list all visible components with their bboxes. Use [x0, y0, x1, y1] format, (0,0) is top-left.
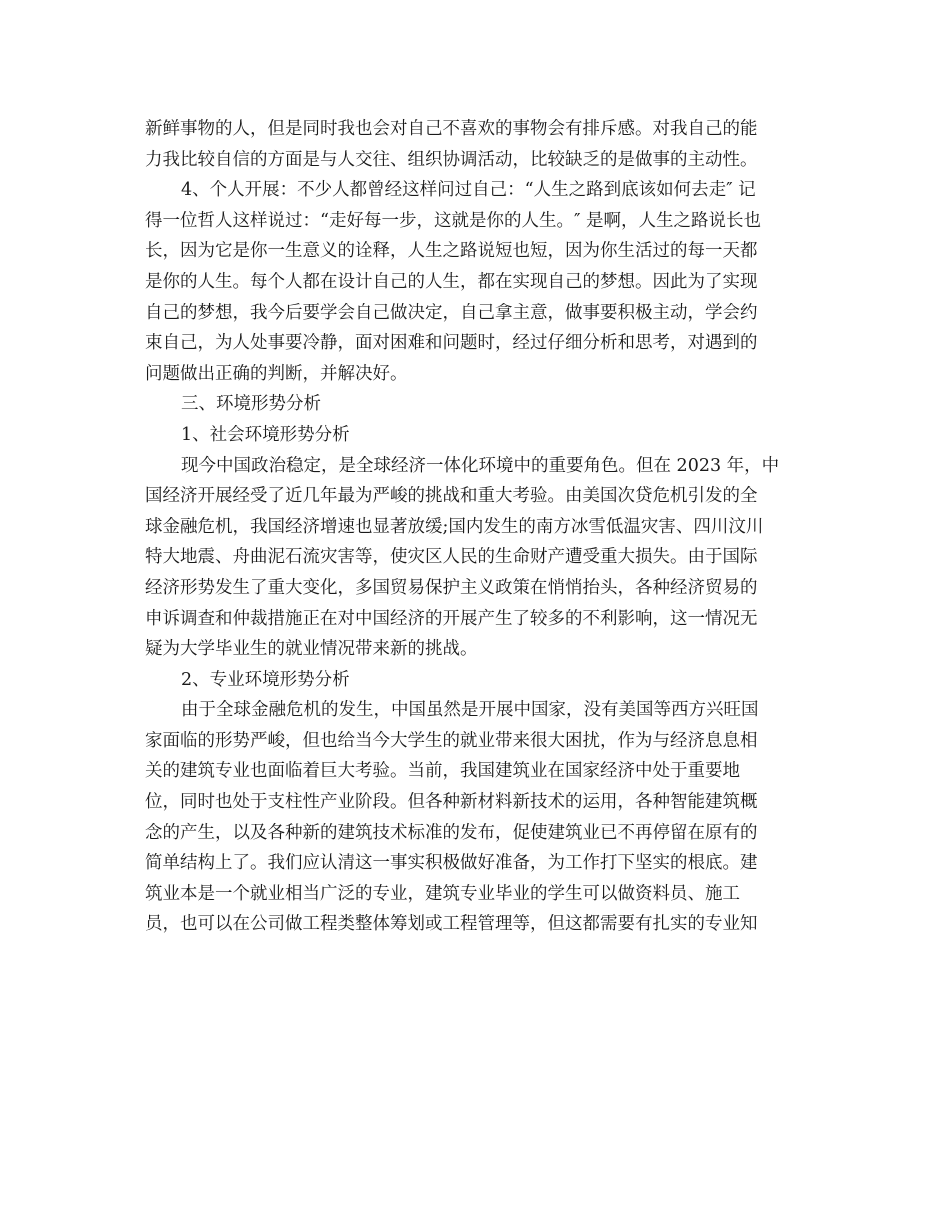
text-line: 念的产生，以及各种新的建筑技术标准的发布，促使建筑业已不再停留在原有的: [145, 822, 758, 843]
section-heading: 三、环境形势分析: [181, 394, 321, 415]
text-line: 家面临的形势严峻，但也给当今大学生的就业带来很大困扰，作为与经济息息相: [145, 730, 758, 751]
text-line: 新鲜事物的人，但是同时我也会对自己不喜欢的事物会有排斥感。对我自己的能: [145, 119, 758, 139]
text-line: 筑业本是一个就业相当广泛的专业，建筑专业毕业的学生可以做资料员、施工: [145, 883, 740, 904]
text-line: 疑为大学毕业生的就业情况带来新的挑战。: [145, 639, 478, 660]
text-line: 位，同时也处于支柱性产业阶段。但各种新材料新技术的运用，各种智能建筑概: [145, 792, 758, 813]
paragraph-start-line: 现今中国政治稳定，是全球经济一体化环境中的重要角色。但在 2023 年，中: [181, 455, 780, 476]
text-line: 特大地震、舟曲泥石流灾害等，使灾区人民的生命财产遭受重大损失。由于国际: [145, 547, 758, 568]
text-line: 束自己，为人处事要冷静，面对困难和问题时，经过仔细分析和思考，对遇到的: [145, 333, 758, 354]
text-line: 得一位哲人这样说过：“走好每一步，这就是你的人生。″ 是啊，人生之路说长也: [145, 210, 762, 231]
paragraph-start-line: 4、个人开展：不少人都曾经这样问过自己：“人生之路到底该如何去走″ 记: [181, 180, 756, 201]
text-line: 关的建筑专业也面临着巨大考验。当前，我国建筑业在国家经济中处于重要地: [145, 761, 740, 782]
text-line: 自己的梦想，我今后要学会自己做决定，自己拿主意，做事要积极主动，学会约: [145, 302, 758, 323]
subsection-heading: 2、专业环境形势分析: [181, 669, 350, 690]
document-body: [145, 114, 805, 940]
text-line: 力我比较自信的方面是与人交往、组织协调活动，比较缺乏的是做事的主动性。: [145, 149, 758, 170]
text-line: 经济形势发生了重大变化，多国贸易保护主义政策在悄悄抬头，各种经济贸易的: [145, 577, 758, 598]
text-line: 申诉调查和仲裁措施正在对中国经济的开展产生了较多的不利影响，这一情况无: [145, 608, 758, 629]
text-line: 简单结构上了。我们应认清这一事实积极做好准备，为工作打下坚实的根底。建: [145, 853, 758, 874]
text-line: 是你的人生。每个人都在设计自己的人生，都在实现自己的梦想。因此为了实现: [145, 271, 758, 292]
text-line: 国经济开展经受了近几年最为严峻的挑战和重大考验。由美国次贷危机引发的全: [145, 486, 758, 507]
text-line: 问题做出正确的判断，并解决好。: [145, 363, 408, 384]
text-line: 球金融危机，我国经济增速也显著放缓;国内发生的南方冰雪低温灾害、四川汶川: [145, 516, 764, 537]
paragraph-start-line: 由于全球金融危机的发生，中国虽然是开展中国家，没有美国等西方兴旺国: [181, 700, 759, 721]
text-line: 员，也可以在公司做工程类整体筹划或工程管理等，但这都需要有扎实的专业知: [145, 914, 758, 935]
subsection-heading: 1、社会环境形势分析: [181, 424, 350, 445]
text-line: 长，因为它是你一生意义的诠释，人生之路说短也短，因为你生活过的每一天都: [145, 241, 758, 262]
